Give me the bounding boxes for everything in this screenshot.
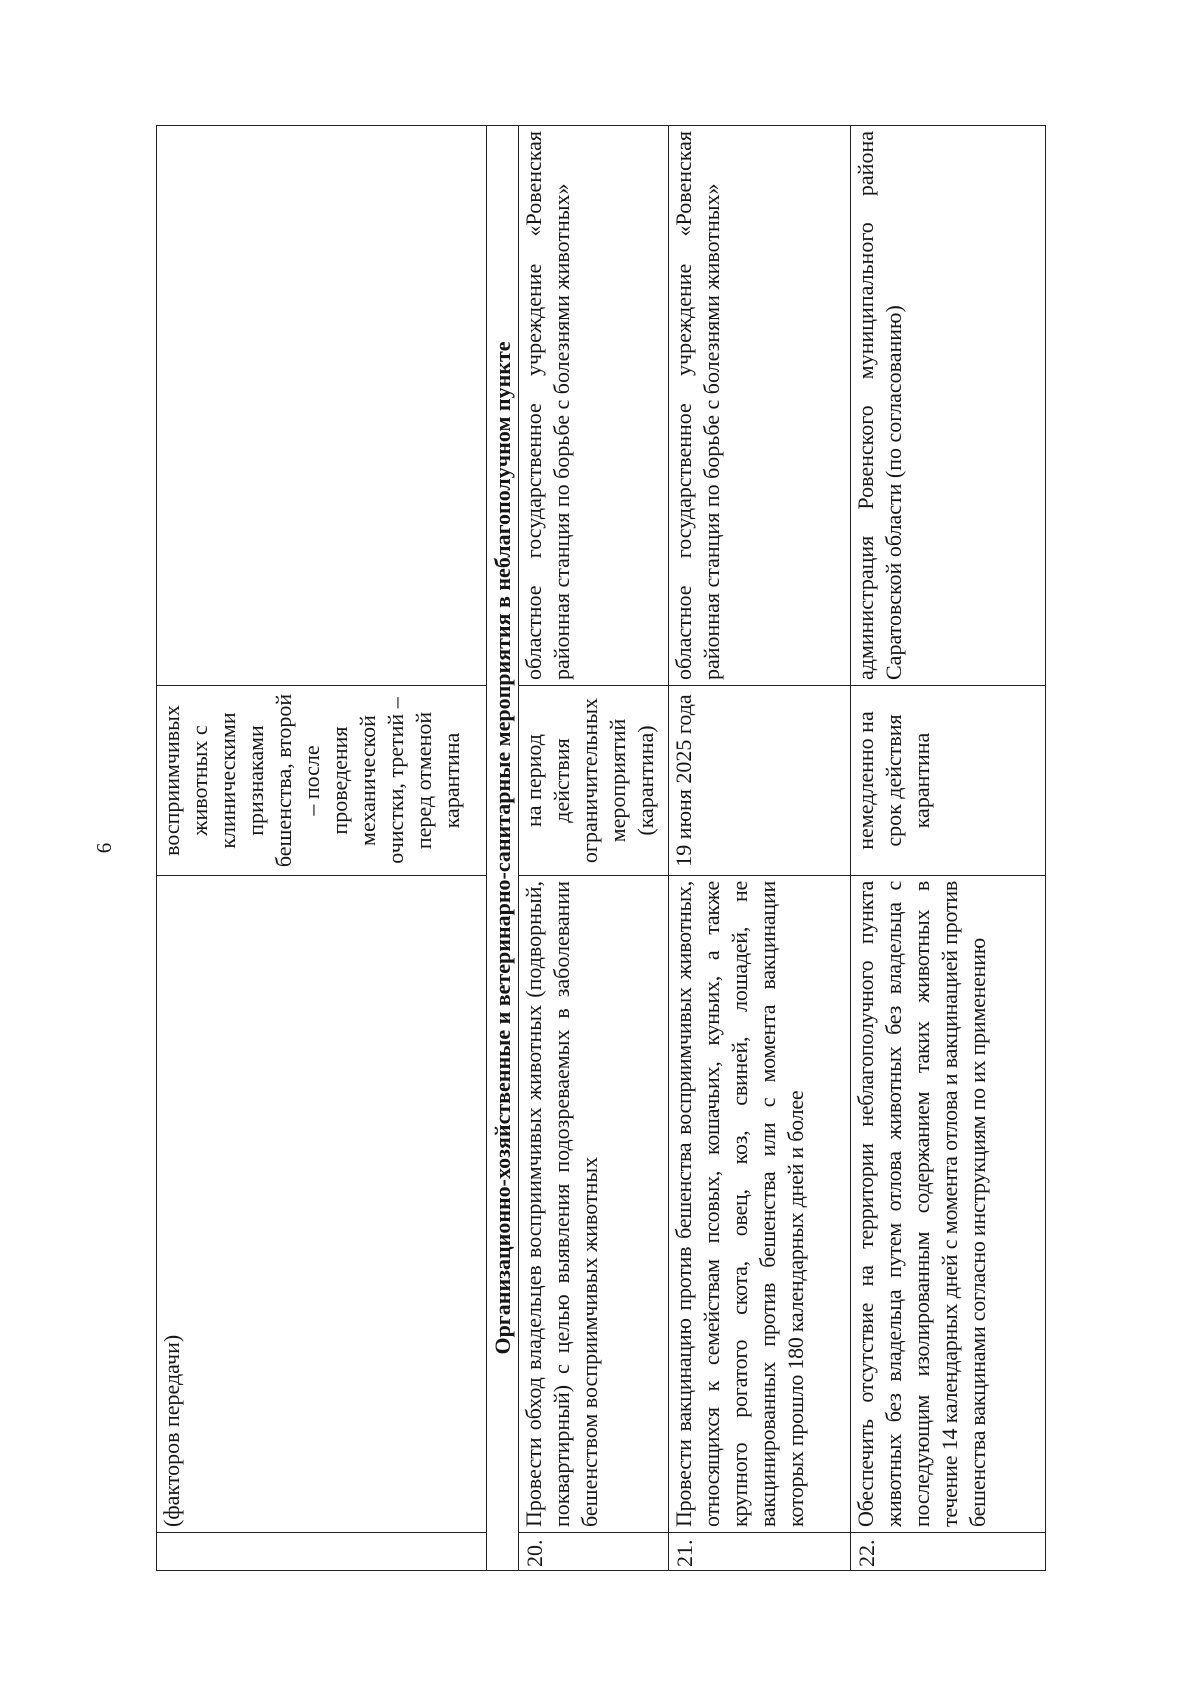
task-cell: Провести вакцинацию против бешенства восприимчивых животных, относящихся к семействам псовых, кошачьих, куньих, а также крупного рогатого скота, овец, коз, свиней, лошадей, не вакцинированных против бешенства или с момента вакцинации которых прошло 180 календарных дней и более: [668, 876, 850, 1533]
responsible-cell: областное государственное учреждение «Ровенская районная станция по борьбе с болезнями животных»: [518, 126, 668, 686]
term-cell: немедленно на срок действия карантина: [850, 686, 1045, 876]
task-cell: Провести обход владельцев восприимчивых животных (подворный, поквартирный) с целью выявления подозреваемых в заболевании бешенством восприимчивых животных: [518, 876, 668, 1533]
table-row: [518, 126, 668, 1571]
task-cell: (факторов передачи): [156, 876, 486, 1533]
measures-table: [156, 125, 1046, 1571]
term-cell: 19 июня 2025 года: [668, 686, 850, 876]
row-number: 20.: [518, 1533, 668, 1571]
table-row: [668, 126, 850, 1571]
table-row: [850, 126, 1045, 1571]
row-number-cell-empty: [156, 1533, 486, 1571]
responsible-cell: [156, 126, 486, 686]
page-number: 6: [92, 842, 116, 854]
task-cell: Обеспечить отсутствие на территории неблагополучного пункта животных без владельца путем отлова животных без владельца с последующим изолированным содержанием таких животных в течение 14 календарных дней с момента отлова и вакцинацией против бешенства вакцинами согласно инструкциям по их применению: [850, 876, 1045, 1533]
table-row-continued: [156, 126, 486, 1571]
term-cell: восприимчивых животных с клиническими признаками бешенства, второй – после проведения механической очистки, третий – перед отменой карантина: [156, 686, 486, 876]
section-heading-row: [486, 126, 518, 1571]
responsible-cell: областное государственное учреждение «Ровенская районная станция по борьбе с болезнями животных»: [668, 126, 850, 686]
term-cell: на период действия ограничительных мероприятий (карантина): [518, 686, 668, 876]
section-heading: Организационно-хозяйственные и ветеринарно-санитарные мероприятия в неблагополучном пункте: [486, 126, 518, 1571]
responsible-cell: администрация Ровенского муниципального района Саратовской области (по согласованию): [850, 126, 1045, 686]
rotated-page-content: [156, 126, 1045, 1571]
row-number: 22.: [850, 1533, 1045, 1571]
row-number: 21.: [668, 1533, 850, 1571]
